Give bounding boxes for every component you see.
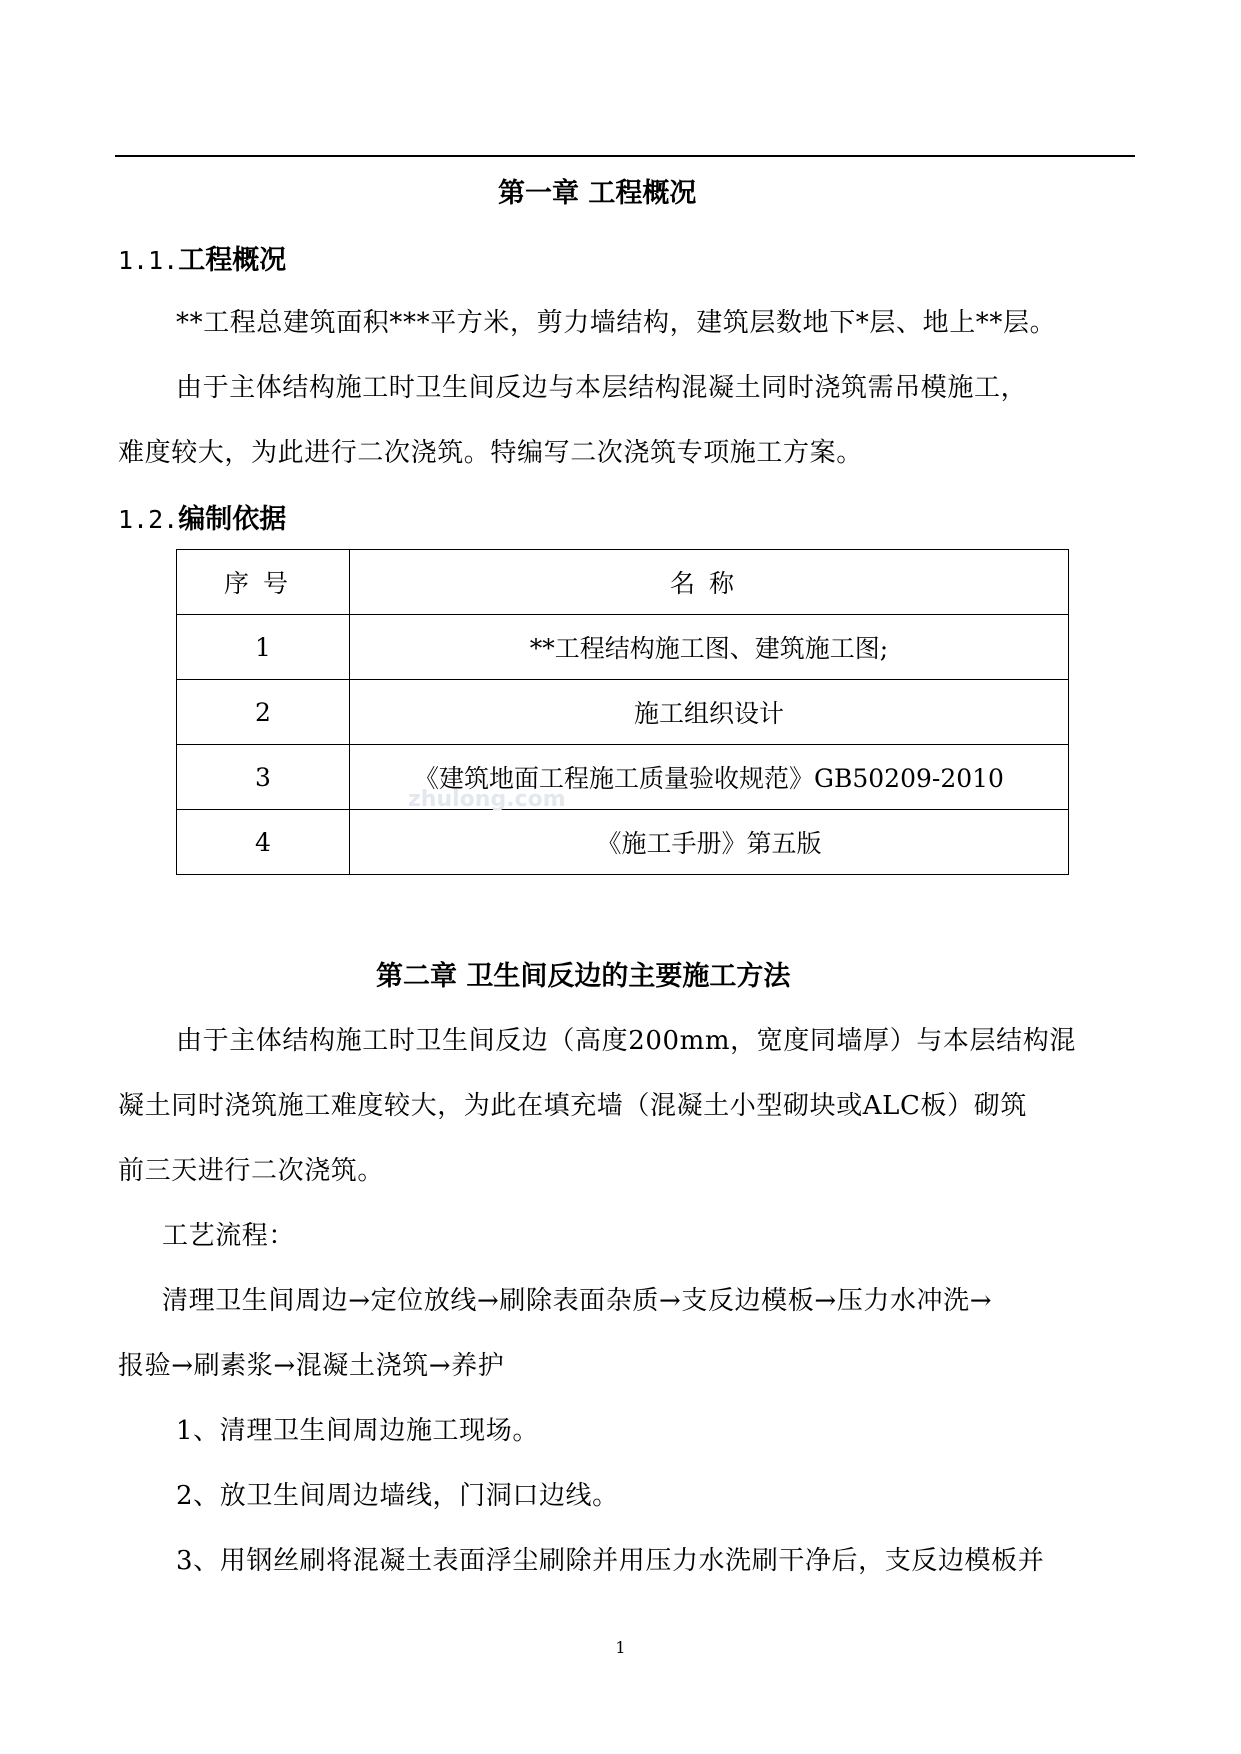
paragraph-method-line2: 凝土同时浇筑施工难度较大，为此在填充墙（混凝土小型砌块或ALC板）砌筑 (118, 1091, 1027, 1121)
paragraph-method-line3: 前三天进行二次浇筑。 (118, 1156, 385, 1186)
table-cell-name: 《建筑地面工程施工质量验收规范》GB50209-2010 (350, 745, 1069, 810)
process-flow-line1: 清理卫生间周边→定位放线→刷除表面杂质→支反边模板→压力水冲洗→ (162, 1286, 993, 1316)
paragraph-method-line1: 由于主体结构施工时卫生间反边（高度200mm，宽度同墙厚）与本层结构混 (176, 1026, 1076, 1056)
section-title: 工程概况 (178, 245, 287, 276)
header-rule (115, 155, 1135, 157)
table-cell-no: 4 (177, 810, 350, 875)
process-flow-line2: 报验→刷素浆→混凝土浇筑→养护 (118, 1351, 505, 1381)
basis-table (176, 549, 1069, 875)
table-cell-no: 1 (177, 615, 350, 680)
table-header-row (177, 550, 1069, 615)
table-row (177, 810, 1069, 875)
paragraph-reason-line2: 难度较大，为此进行二次浇筑。特编写二次浇筑专项施工方案。 (118, 438, 863, 468)
table-cell-no: 3 (177, 745, 350, 810)
section-number: 1.1. (118, 246, 179, 275)
table-header-no: 序号 (177, 550, 350, 615)
table-cell-name: **工程结构施工图、建筑施工图; (350, 615, 1069, 680)
paragraph-reason-line1: 由于主体结构施工时卫生间反边与本层结构混凝土同时浇筑需吊模施工， (176, 373, 1028, 403)
chapter-2-title: 第二章 卫生间反边的主要施工方法 (376, 961, 791, 992)
chapter-1-title: 第一章 工程概况 (498, 178, 697, 209)
table-header-name: 名称 (350, 550, 1069, 615)
watermark: zhulong.com (408, 787, 566, 812)
table-row (177, 680, 1069, 745)
section-1-1-heading (118, 238, 286, 277)
section-1-2-heading (118, 497, 286, 536)
table-row (177, 745, 1069, 810)
table-row (177, 615, 1069, 680)
table-cell-no: 2 (177, 680, 350, 745)
section-number: 1.2. (118, 505, 179, 534)
table-cell-name: 《施工手册》第五版 (350, 810, 1069, 875)
paragraph-overview: **工程总建筑面积***平方米，剪力墙结构，建筑层数地下*层、地上**层。 (176, 308, 1057, 338)
section-title: 编制依据 (178, 504, 287, 535)
process-label: 工艺流程： (162, 1221, 296, 1251)
step-2: 2、放卫生间周边墙线，门洞口边线。 (176, 1481, 619, 1511)
step-1: 1、清理卫生间周边施工现场。 (176, 1416, 539, 1446)
page-number: 1 (615, 1638, 626, 1657)
table-cell-name: 施工组织设计 (350, 680, 1069, 745)
step-3: 3、用钢丝刷将混凝土表面浮尘刷除并用压力水洗刷干净后，支反边模板并 (176, 1546, 1045, 1576)
